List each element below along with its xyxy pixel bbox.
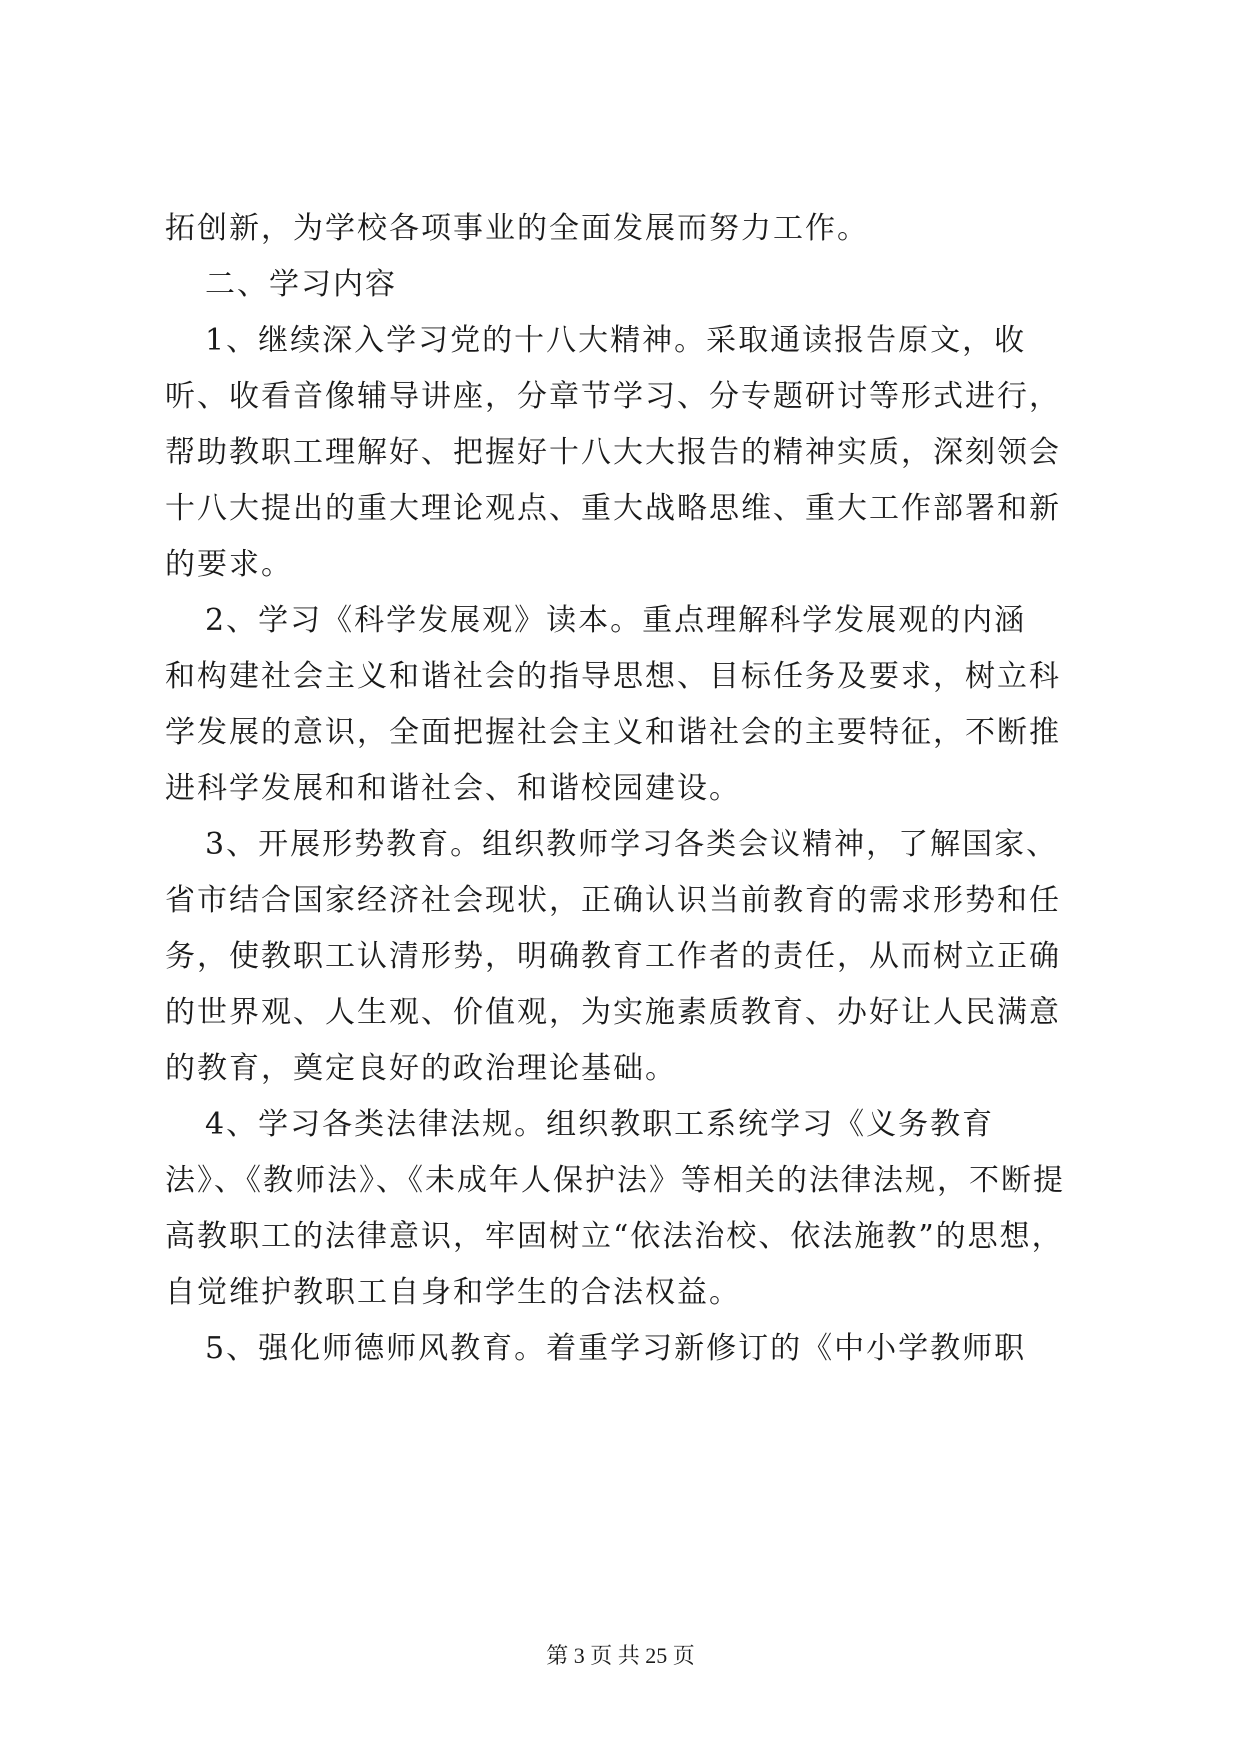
body-line: 自觉维护教职工自身和学生的合法权益。 bbox=[165, 1275, 741, 1310]
body-line: 3、开展形势教育。组织教师学习各类会议精神，了解国家、 bbox=[205, 827, 1059, 862]
body-line: 的要求。 bbox=[165, 547, 293, 582]
body-line: 听、收看音像辅导讲座，分章节学习、分专题研讨等形式进行， bbox=[165, 379, 1061, 414]
section-heading: 二、学习内容 bbox=[205, 267, 397, 302]
body-line: 的世界观、人生观、价值观，为实施素质教育、办好让人民满意 bbox=[165, 995, 1061, 1030]
body-line: 5、强化师德师风教育。着重学习新修订的《中小学教师职 bbox=[205, 1331, 1027, 1366]
body-line: 和构建社会主义和谐社会的指导思想、目标任务及要求，树立科 bbox=[165, 659, 1061, 694]
body-line: 4、学习各类法律法规。组织教职工系统学习《义务教育 bbox=[205, 1107, 995, 1142]
body-line: 2、学习《科学发展观》读本。重点理解科学发展观的内涵 bbox=[205, 603, 1027, 638]
body-line: 1、继续深入学习党的十八大精神。采取通读报告原文，收 bbox=[205, 323, 1027, 358]
body-line: 高教职工的法律意识，牢固树立“依法治校、依法施教”的思想， bbox=[165, 1219, 1064, 1254]
body-line: 拓创新，为学校各项事业的全面发展而努力工作。 bbox=[165, 211, 869, 246]
body-line: 帮助教职工理解好、把握好十八大大报告的精神实质，深刻领会 bbox=[165, 435, 1061, 470]
body-line: 省市结合国家经济社会现状，正确认识当前教育的需求形势和任 bbox=[165, 883, 1061, 918]
body-line: 的教育，奠定良好的政治理论基础。 bbox=[165, 1051, 677, 1086]
page-number-footer: 第 3 页 共 25 页 bbox=[546, 1643, 695, 1668]
body-line: 学发展的意识，全面把握社会主义和谐社会的主要特征，不断推 bbox=[165, 715, 1061, 750]
body-line: 进科学发展和和谐社会、和谐校园建设。 bbox=[165, 771, 741, 806]
body-line: 法》、《教师法》、《未成年人保护法》等相关的法律法规，不断提 bbox=[165, 1163, 1065, 1198]
body-line: 务，使教职工认清形势，明确教育工作者的责任，从而树立正确 bbox=[165, 939, 1061, 974]
body-line: 十八大提出的重大理论观点、重大战略思维、重大工作部署和新 bbox=[165, 491, 1061, 526]
